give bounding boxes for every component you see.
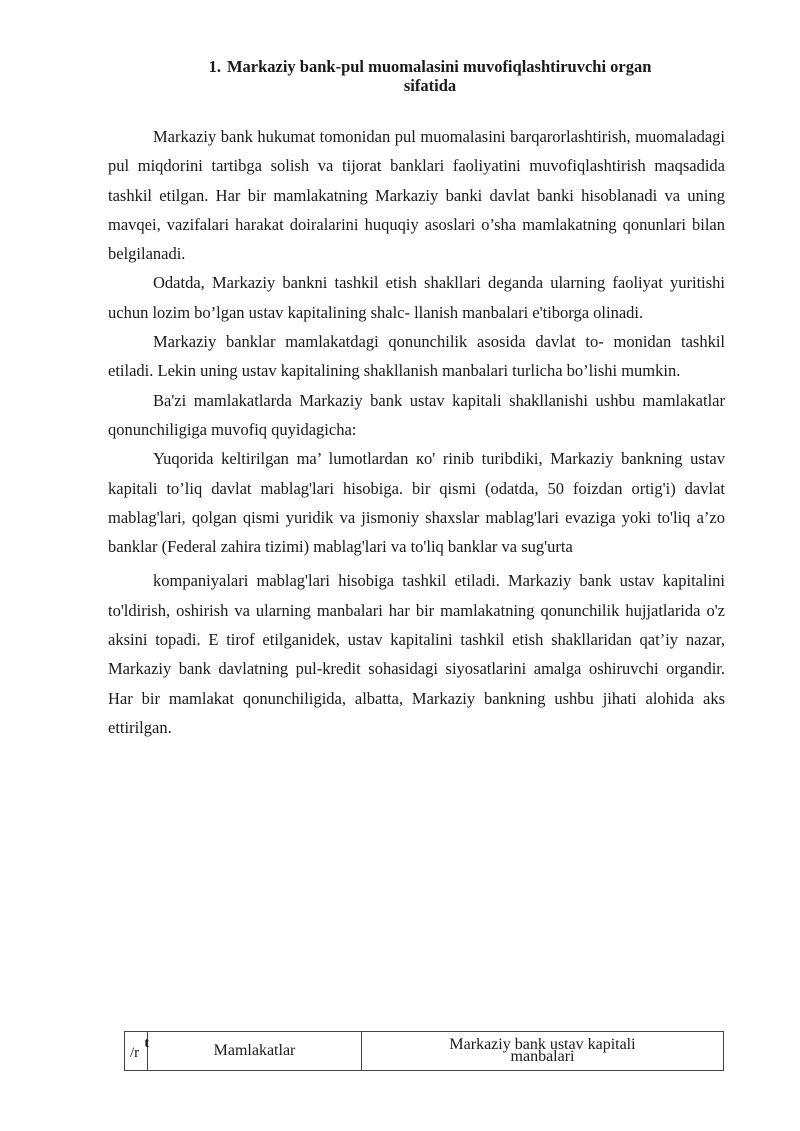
paragraph-6: kompaniyalari mablag'lari hisobiga tashkil etiladi. Markaziy bank ustav kapitalini to'ldirish, oshirish va ularning manbalari har bir mamlakatning qonunchilik hujjatlarida o'z aksini topadi. E tirof etilganidek, ustav kapitalini tashkil etish shakllaridan qat’iy nazar, Markaziy bank davlatning pul-kredit sohasidagi siyosatlarini amalga oshiruvchi organdir. Har bir mamlakat qonunchiligida, albatta, Markaziy bankning ushbu jihati alohida aks ettirilgan. bbox=[108, 571, 725, 737]
body-text bbox=[108, 122, 725, 742]
heading-line-1 bbox=[150, 57, 710, 76]
table-header-row bbox=[125, 1032, 724, 1071]
paragraph-2: Odatda, Markaziy bankni tashkil etish shakllari deganda ularning faoliyat yuritishi uchun lozim bo’lgan ustav kapitalining shalc- llanish manbalari e'tiborga olinadi. bbox=[108, 273, 725, 322]
number-column-label: /r bbox=[130, 1045, 140, 1061]
capital-sources-table bbox=[124, 1031, 724, 1071]
section-heading bbox=[150, 57, 710, 95]
paragraph-3: Markaziy banklar mamlakatdagi qonunchilik asosida davlat to- monidan tashkil etiladi. Lekin uning ustav kapitalining shakllanish manbalari turlicha bo’lishi mumkin. bbox=[108, 332, 725, 381]
capital-sources-line-2: manbalari bbox=[510, 1048, 575, 1065]
heading-line-2: sifatida bbox=[403, 76, 457, 95]
paragraph-5: Yuqorida keltirilgan ma’ lumotlardan кo' rinib turibdiki, Markaziy bankning ustav kapitali to’liq davlat mablag'lari hisobiga. bir qismi (odatda, 50 foizdan ortig'i) davlat mablag'lari, qolgan qismi yuridik va jismoniy shaxslar mablag'lari evaziga yoki to'liq a’zo banklar (Federal zahira tizimi) mablag'lari va to'liq banklar va sug'urta bbox=[108, 449, 725, 557]
paragraph-1: Markaziy bank hukumat tomonidan pul muomalasini barqarorlashtirish, muomaladagi pul miqdorini tartibga solish va tijorat banklari faoliyatini muvofiqlashtirish maqsadida tashkil etilgan. Har bir mamlakatning Markaziy banki davlat banki hisoblanadi va uning mavqei, vazifalari harakat doiralarini huquqiy asoslari o’sha mamlakatning qonunlari bilan belgilanadi. bbox=[108, 127, 725, 264]
table-header-capital-sources bbox=[362, 1032, 724, 1071]
table-header-countries: Mamlakatlar bbox=[148, 1032, 362, 1071]
heading-number: 1. bbox=[208, 57, 221, 76]
number-column-mark: t bbox=[144, 1036, 149, 1051]
paragraph-4: Ba'zi mamlakatlarda Markaziy bank ustav kapitali shakllanishi ushbu mamlakatlar qonunchiligiga muvofiq quyidagicha: bbox=[108, 390, 725, 439]
table-header-number bbox=[125, 1032, 148, 1071]
capital-sources-line-1: Markaziy bank ustav kapitali bbox=[449, 1036, 636, 1053]
heading-title: Markaziy bank-pul muomalasini muvofiqlashtiruvchi organ bbox=[226, 57, 652, 76]
